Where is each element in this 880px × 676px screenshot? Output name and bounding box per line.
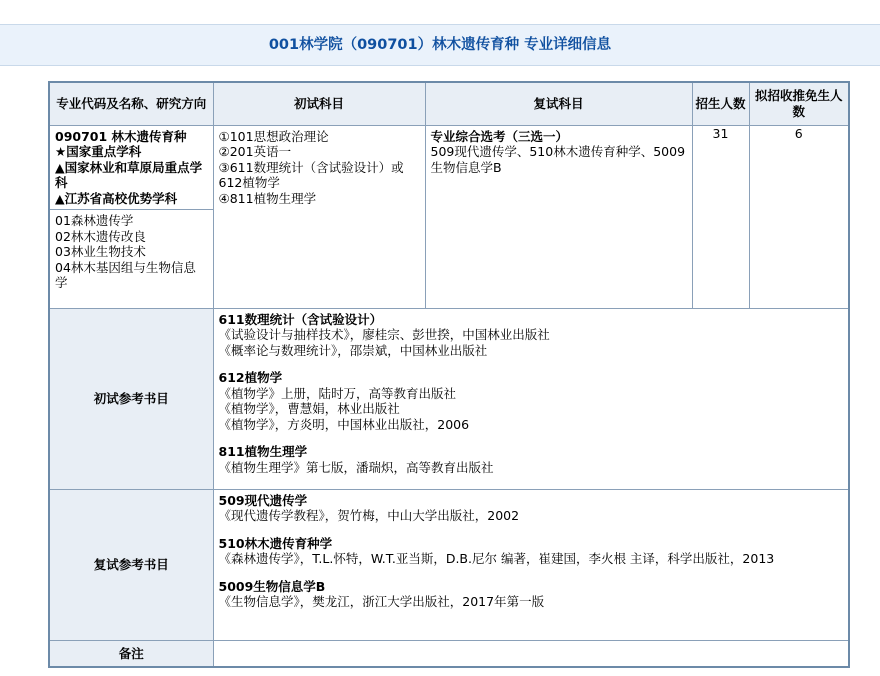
ref-title: 811植物生理学 <box>218 444 308 459</box>
notes-label: 备注 <box>49 640 213 667</box>
direction-item: 04林木基因组与生物信息学 <box>55 259 196 290</box>
major-name: 090701 林木遗传育种 <box>55 128 187 144</box>
ref-book: 《概率论与数理统计》，邵崇斌，中国林业出版社 <box>218 342 488 358</box>
ref-title: 611数理统计（含试验设计） <box>218 311 383 327</box>
ref-book: 《植物生理学》第七版，潘瑞炽，高等教育出版社 <box>218 459 494 475</box>
initial-subject: ③611数理统计（含试验设计）或612植物学 <box>218 159 404 190</box>
top-band <box>0 0 880 22</box>
major-cell <box>49 125 213 308</box>
major-detail-table <box>48 81 850 668</box>
title-bar <box>0 24 880 66</box>
major-tag: ★国家重点学科 <box>55 144 142 159</box>
header-enrollment: 招生人数 <box>692 82 749 125</box>
ref-book: 《试验设计与抽样技术》，廖桂宗、彭世揆，中国林业出版社 <box>218 327 550 342</box>
retest-text: 509现代遗传学、510林木遗传育种学、5009生物信息学B <box>430 144 686 175</box>
initial-subject: ①101思想政治理论 <box>218 128 329 144</box>
ref-book: 《现代遗传学教程》，贺竹梅，中山大学出版社，2002 <box>218 508 520 523</box>
header-code-name: 专业代码及名称、研究方向 <box>49 82 213 125</box>
ref-title: 510林木遗传育种学 <box>218 535 333 551</box>
initial-ref-label: 初试参考书目 <box>49 308 213 489</box>
notes-cell <box>213 640 849 667</box>
major-row <box>49 125 849 308</box>
major-tag: ▲江苏省高校优势学科 <box>55 190 178 206</box>
header-initial-subjects: 初试科目 <box>213 82 425 125</box>
ref-book: 《植物学》，曹慧娟，林业出版社 <box>218 401 400 416</box>
major-info <box>50 126 213 211</box>
retest-heading: 专业综合选考（三选一） <box>430 128 569 144</box>
notes-row <box>49 640 849 667</box>
page-title: 001林学院（090701）林木遗传育种 专业详细信息 <box>268 37 612 53</box>
ref-title: 5009生物信息学B <box>218 578 326 594</box>
ref-title: 509现代遗传学 <box>218 492 308 508</box>
initial-subjects-cell <box>213 125 425 308</box>
header-retest-subjects: 复试科目 <box>425 82 692 125</box>
direction-item: 01森林遗传学 <box>55 213 134 228</box>
retest-ref-label: 复试参考书目 <box>49 489 213 640</box>
major-tag: ▲国家林业和草原局重点学科 <box>55 159 203 190</box>
header-row <box>49 82 849 125</box>
initial-subject: ②201英语一 <box>218 144 292 159</box>
retest-ref-row <box>49 489 849 640</box>
retest-subjects-cell <box>425 125 692 308</box>
direction-item: 03林业生物技术 <box>55 244 146 259</box>
enrollment-count: 31 <box>692 125 749 308</box>
initial-ref-row <box>49 308 849 489</box>
initial-ref-cell <box>213 308 849 489</box>
header-exempt: 拟招收推免生人数 <box>749 82 849 125</box>
research-directions <box>50 210 213 294</box>
ref-book: 《生物信息学》，樊龙江，浙江大学出版社，2017年第一版 <box>218 594 545 609</box>
ref-book: 《植物学》上册，陆时万，高等教育出版社 <box>218 385 457 401</box>
ref-title: 612植物学 <box>218 370 283 385</box>
ref-book: 《森林遗传学》，T.L.怀特，W.T.亚当斯，D.B.尼尔 编著，崔建国，李火根 主译，科学出版社，2013 <box>218 551 775 566</box>
retest-ref-cell <box>213 489 849 640</box>
initial-subject: ④811植物生理学 <box>218 190 317 206</box>
exempt-count: 6 <box>749 125 849 308</box>
ref-book: 《植物学》，方炎明，中国林业出版社，2006 <box>218 416 470 432</box>
direction-item: 02林木遗传改良 <box>55 228 146 244</box>
